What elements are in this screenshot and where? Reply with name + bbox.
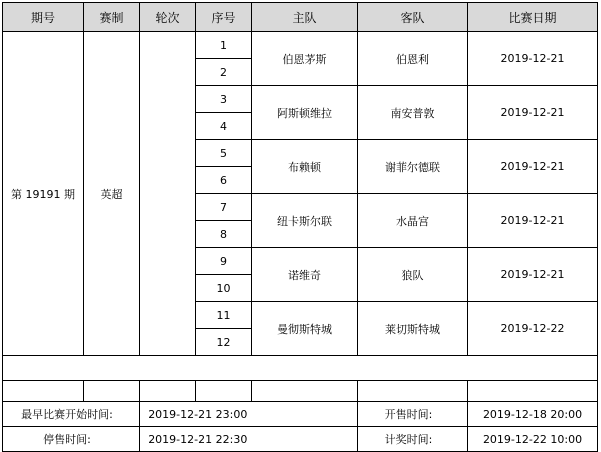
match-date-cell: 2019-12-21 — [468, 140, 598, 194]
sale-stop-value: 2019-12-21 22:30 — [140, 427, 252, 452]
header-competition: 赛制 — [84, 3, 140, 32]
home-team-cell: 阿斯顿维拉 — [252, 86, 358, 140]
seq-cell: 12 — [196, 329, 252, 356]
spacer-cell — [358, 381, 468, 402]
competition-cell: 英超 — [84, 32, 140, 356]
match-date-cell: 2019-12-21 — [468, 248, 598, 302]
header-away: 客队 — [358, 3, 468, 32]
match-date-cell: 2019-12-21 — [468, 32, 598, 86]
footer-row — [3, 427, 598, 452]
earliest-start-label: 最早比赛开始时间: — [3, 402, 140, 427]
seq-cell: 7 — [196, 194, 252, 221]
match-date-cell: 2019-12-21 — [468, 194, 598, 248]
header-issue: 期号 — [3, 3, 84, 32]
match-date-cell: 2019-12-22 — [468, 302, 598, 356]
home-team-cell: 伯恩茅斯 — [252, 32, 358, 86]
away-team-cell: 伯恩利 — [358, 32, 468, 86]
seq-cell: 6 — [196, 167, 252, 194]
spacer-cell — [3, 381, 84, 402]
header-date: 比赛日期 — [468, 3, 598, 32]
header-seq: 序号 — [196, 3, 252, 32]
match-schedule-table — [2, 2, 598, 452]
header-round: 轮次 — [140, 3, 196, 32]
footer-blank-cell — [252, 402, 358, 427]
sale-start-value: 2019-12-18 20:00 — [468, 402, 598, 427]
spacer-cell — [3, 356, 598, 381]
seq-cell: 3 — [196, 86, 252, 113]
seq-cell: 9 — [196, 248, 252, 275]
prize-calc-value: 2019-12-22 10:00 — [468, 427, 598, 452]
table-row — [3, 32, 598, 59]
spacer-cell — [140, 381, 196, 402]
away-team-cell: 南安普敦 — [358, 86, 468, 140]
away-team-cell: 莱切斯特城 — [358, 302, 468, 356]
seq-cell: 4 — [196, 113, 252, 140]
prize-calc-label: 计奖时间: — [358, 427, 468, 452]
home-team-cell: 布赖顿 — [252, 140, 358, 194]
match-date-cell: 2019-12-21 — [468, 86, 598, 140]
seq-cell: 10 — [196, 275, 252, 302]
seq-cell: 1 — [196, 32, 252, 59]
spacer-row — [3, 381, 598, 402]
spacer-cell — [252, 381, 358, 402]
sale-stop-label: 停售时间: — [3, 427, 140, 452]
home-team-cell: 曼彻斯特城 — [252, 302, 358, 356]
sale-start-label: 开售时间: — [358, 402, 468, 427]
header-row — [3, 3, 598, 32]
seq-cell: 8 — [196, 221, 252, 248]
away-team-cell: 狼队 — [358, 248, 468, 302]
seq-cell: 11 — [196, 302, 252, 329]
footer-blank-cell — [252, 427, 358, 452]
footer-row — [3, 402, 598, 427]
spacer-cell — [84, 381, 140, 402]
home-team-cell: 诺维奇 — [252, 248, 358, 302]
away-team-cell: 谢菲尔德联 — [358, 140, 468, 194]
round-cell — [140, 32, 196, 356]
spacer-cell — [468, 381, 598, 402]
issue-cell: 第 19191 期 — [3, 32, 84, 356]
spacer-row — [3, 356, 598, 381]
home-team-cell: 纽卡斯尔联 — [252, 194, 358, 248]
spacer-cell — [196, 381, 252, 402]
away-team-cell: 水晶宫 — [358, 194, 468, 248]
seq-cell: 2 — [196, 59, 252, 86]
earliest-start-value: 2019-12-21 23:00 — [140, 402, 252, 427]
seq-cell: 5 — [196, 140, 252, 167]
header-home: 主队 — [252, 3, 358, 32]
